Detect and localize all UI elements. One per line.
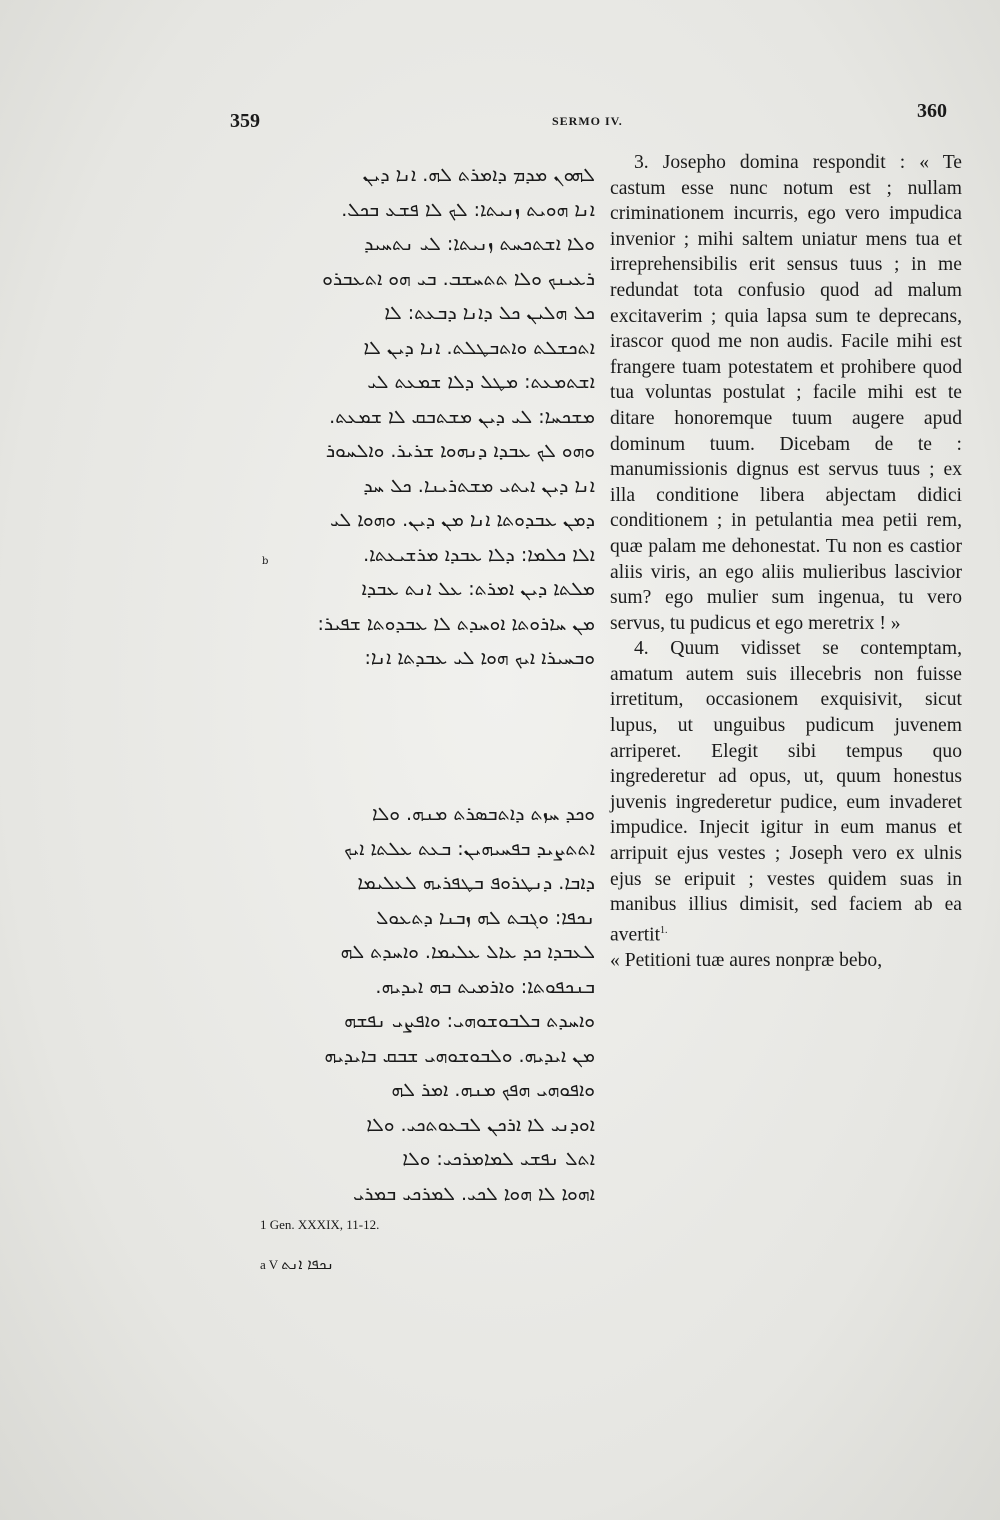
- syriac-line: ܐܢܐ ܕܝܢ ܐܝܬܝ ܡܫܬܪܝܢܐ. ܟܠ ܚܕ: [363, 474, 595, 497]
- syriac-column-top: [230, 158, 595, 676]
- latin-paragraph-4-text: 4. Quum vidisset se contemptam, amatum autem suis illecebris non fuisse irretitum, occasionem exquisivit, sicut lupus, ut unguibus pudicum juvenem arriperet. Elegit sibi tempus quo ingrederetur ad opus, ut, quum honestus juvenis ingrederetur pudice, eum invaderet impudice. Injecit igitur in eum manus et arripuit ejus vestes ; Joseph vero ex ulnis ejus se eripuit ; vestes quidem suas in manibus illius dimisit, sed faciem ab ea avertit: [610, 638, 962, 946]
- syriac-line: ܐܗܘܐ ܠܐ ܗܘܐ ܠܟܝ. ܠܡܪܟܝ ܒܡܪܝ: [353, 1182, 595, 1205]
- syriac-line: ܘܟܕ ܚܙܬ ܕܐܬܒܣܪܬ ܡܢܗ. ܘܠܐ: [371, 803, 595, 825]
- syriac-line: ܐܬܟܫܠܬ ܘܐܬܒܛܠܬ. ܐܢܐ ܕܝܢ ܠܐ: [363, 336, 595, 359]
- syriac-line: ܡܫܟܚܐ: ܠܝ ܕܝܢ ܡܫܬܒܩ ܠܐ ܫܡܥܬ.: [329, 405, 595, 428]
- footnotes: [260, 1217, 380, 1273]
- syriac-line: ܐܬܬܨܝܕ ܒܦܚܝܗܝܢ: ܒܥܬ ܥܠܬܐ ܐܝܟ: [344, 837, 595, 860]
- footnote-reference: 1.: [660, 924, 668, 936]
- footnote-variant: [260, 1255, 334, 1273]
- syriac-line: ܡܠܬܐ ܕܝܢ ܐܡܪܬ: ܥܠ ܐܢܬ ܥܒܕܐ: [361, 578, 595, 600]
- syriac-line: ܘܠܐ ܐܫܬܟܚܬ ܙܢܝܬܐ: ܠܝ ܢܬܚܝܕ: [364, 233, 595, 255]
- page-header: [0, 100, 1000, 140]
- syriac-column-bottom: [230, 797, 595, 1211]
- latin-paragraph-3: 3. Josepho domina respondit : « Te castum esse nunc notum est ; nullam criminationem incurris, ego vero impudica invenior ; mihi saltem uniatur mens tua et irreprehensibilis erit sensus tuus ; in me redundat tota confusio quod ad malum excitaverim ; quia lapsa sum te deprecans, irascor quod me non audis. Facile mihi est frangere tuam potestatem et prohibere quod tua voluntas postulat ; facile mihi est te ditare honoremque tuum augere apud dominum tuum. Dicebam de te : manumissionis dignus est servus tuus ; ex illa conditione libera abjectam didici conditionem ; in petulantia mea petii rem, quæ palam me dehonestat. Tu non es castior aliis viris, an ego aliis mulieribus lascivior sum? ego mulier sum ingenua, tu vero servus, tu pudicus et ego meretrix ! »: [610, 152, 962, 634]
- page-number-left: 359: [230, 110, 260, 132]
- footnote-1: 1 Gen. XXXIX, 11-12.: [260, 1217, 380, 1232]
- syriac-line: ܠܥܒܕܐ ܟܕ ܥܐܠ ܥܠܝܡܐ. ܘܐܚܕܬ ܠܗ: [340, 941, 595, 963]
- syriac-line: ܢܟܦܐ: ܘܓܒܬ ܠܗ ܙܒܢܐ ܕܬܥܘܠ: [376, 906, 595, 929]
- page-number-right: 360: [917, 100, 947, 122]
- syriac-line: ܘܗܘ ܠܟ ܥܒܕܐ ܕܢܗܘܐ ܫܪܝܪ. ܘܐܠܚܘܪ: [325, 440, 595, 462]
- syriac-line: ܐܢܐ ܗܘܝܬ ܙܢܝܬܐ: ܠܟ ܠܐ ܦܫܥ ܒܟܠ.: [341, 198, 595, 221]
- syriac-line: ܐܬܠ ܢܦܫܝ ܠܡܐܡܪܟܝ: ܘܠܐ: [402, 1148, 595, 1170]
- syriac-line: ܕܡܢ ܥܒܕܘܬܐ ܐܢܐ ܡܢ ܕܝܢ. ܘܗܘܐ ܠܝ: [330, 509, 595, 531]
- syriac-line: ܠܗܘܢ ܡܕܡ ܕܐܡܪܬ ܠܗ. ܐܢܐ ܕܝܢ: [362, 164, 595, 186]
- syriac-line: ܪܥܝܢܟ ܘܠܐ ܬܬܚܫܒ. ܒܝ ܗܘ ܐܬܥܒܪܘ: [322, 267, 595, 290]
- syriac-line: ܕܐܒܐ. ܕܢܛܪܘܦ ܒܛܦܪܝܗ ܠܥܠܝܡܐ: [357, 872, 595, 894]
- syriac-line: ܘܐܦܘܗܝ ܗܦܟ ܡܢܗ. ܐܡܪ ܠܗ: [391, 1079, 595, 1101]
- syriac-line: ܡܢ ܐܝܕܝܗ. ܘܠܒܘܫܘܗܝ ܫܒܩ ܒܐܝܕܝܗ: [324, 1044, 595, 1067]
- syriac-line: ܐܠܐ ܟܠܡܐ: ܕܠܐ ܥܒܕܐ ܡܪܫܝܥܬܐ.: [363, 543, 595, 566]
- syriac-line: ܐܘܕܢܝ ܠܐ ܐܪܟܢ ܠܒܥܘܬܟܝ. ܘܠܐ: [366, 1113, 595, 1136]
- syriac-line: ܡܢ ܚܐܪܘܬܐ ܐܘܚܕܬ ܠܐ ܥܒܕܘܬܐ ܫܦܝܪ:: [317, 612, 595, 635]
- latin-column: [610, 150, 962, 974]
- syriac-line: ܘܒܚܝܪܐ ܐܝܟ ܗܘܐ ܠܝ ܥܒܕܬܐ ܐܢܐ:: [364, 647, 595, 669]
- running-title: SERMO IV.: [552, 114, 623, 128]
- syriac-line: ܐܫܬܡܥܬ: ܡܛܠ ܕܠܐ ܫܡܥܬ ܠܝ: [367, 371, 595, 393]
- syriac-line: ܟܠ ܗܠܝܢ ܟܠ ܕܐܢܐ ܕܒܥܬ: ܠܐ: [384, 302, 595, 324]
- syriac-line: ܘܐܚܕܬ ܒܠܒܘܫܘܗܝ: ܘܐܦܨܝ ܢܦܫܗ: [344, 1010, 595, 1032]
- footnote-variant-prefix: a V: [260, 1257, 278, 1272]
- latin-paragraph-continued: « Petitioni tuæ aures nonpræ bebo,: [610, 949, 883, 971]
- footnote-variant-syriac: ܢܟܦܐ ܐܢܬ: [281, 1255, 334, 1273]
- syriac-variant-marker: b: [262, 556, 269, 567]
- latin-paragraph-4: [610, 636, 962, 948]
- syriac-line: ܒܢܟܦܘܬܐ: ܘܐܪܡܝܬ ܒܗ ܐܝܕܝܗ.: [375, 975, 595, 998]
